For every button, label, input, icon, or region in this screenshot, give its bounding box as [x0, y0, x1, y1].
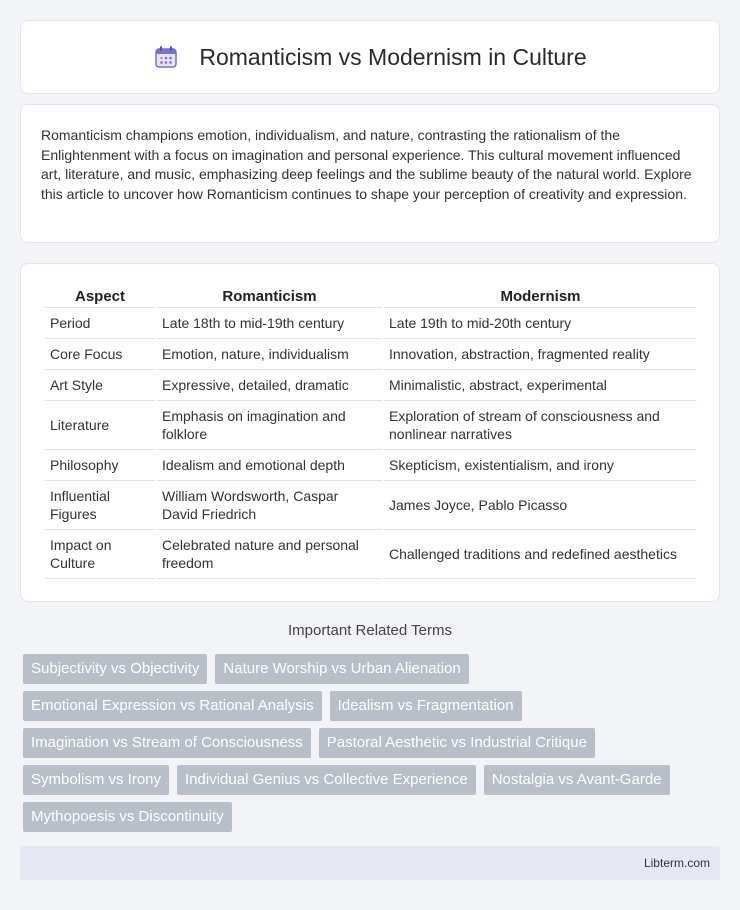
related-term-tag[interactable]: Idealism vs Fragmentation [330, 691, 522, 721]
related-term-tag[interactable]: Pastoral Aesthetic vs Industrial Critique [319, 728, 595, 758]
header-modernism: Modernism [384, 286, 697, 308]
related-term-tag[interactable]: Subjectivity vs Objectivity [23, 654, 207, 684]
related-term-tag[interactable]: Individual Genius vs Collective Experience [177, 765, 476, 795]
table-row [45, 308, 697, 339]
related-term-tag[interactable]: Imagination vs Stream of Consciousness [23, 728, 311, 758]
cell-aspect: Influential Figures [45, 481, 155, 530]
header-romanticism: Romanticism [157, 286, 382, 308]
related-term-tag[interactable]: Nature Worship vs Urban Alienation [215, 654, 468, 684]
cell-modernism: James Joyce, Pablo Picasso [384, 481, 697, 530]
header-aspect: Aspect [45, 286, 155, 308]
intro-card [20, 104, 720, 243]
table-row [45, 339, 697, 370]
cell-romanticism: Expressive, detailed, dramatic [157, 370, 382, 401]
cell-aspect: Core Focus [45, 339, 155, 370]
related-terms-list [23, 654, 723, 839]
footer [20, 846, 720, 880]
cell-romanticism: Emotion, nature, individualism [157, 339, 382, 370]
related-term-tag[interactable]: Symbolism vs Irony [23, 765, 169, 795]
cell-aspect: Art Style [45, 370, 155, 401]
related-term-tag[interactable]: Emotional Expression vs Rational Analysis [23, 691, 322, 721]
table-row [45, 370, 697, 401]
related-term-tag[interactable]: Nostalgia vs Avant-Garde [484, 765, 670, 795]
cell-modernism: Innovation, abstraction, fragmented reality [384, 339, 697, 370]
intro-text: Romanticism champions emotion, individualism, and nature, contrasting the rationalism of the Enlightenment with a focus on imagination and personal experience. This cultural movement influenced art, literature, and music, emphasizing deep feelings and the sublime beauty of the natural world. Explore this article to uncover how Romanticism continues to shape your perception of creativity and expression. [41, 127, 692, 202]
page-title: Romanticism vs Modernism in Culture [199, 43, 587, 70]
cell-aspect: Period [45, 308, 155, 339]
cell-aspect: Philosophy [45, 450, 155, 481]
cell-modernism: Late 19th to mid-20th century [384, 308, 697, 339]
table-row [45, 530, 697, 579]
comparison-card [20, 263, 720, 602]
table-row [45, 450, 697, 481]
comparison-table [43, 286, 699, 579]
cell-aspect: Literature [45, 401, 155, 450]
cell-aspect: Impact on Culture [45, 530, 155, 579]
cell-romanticism: Idealism and emotional depth [157, 450, 382, 481]
footer-brand-link[interactable]: Libterm.com [643, 856, 710, 870]
table-row [45, 481, 697, 530]
table-row [45, 401, 697, 450]
calendar-icon [153, 44, 179, 70]
cell-romanticism: Late 18th to mid-19th century [157, 308, 382, 339]
title-card [20, 20, 720, 94]
cell-romanticism: William Wordsworth, Caspar David Friedrich [157, 481, 382, 530]
related-term-tag[interactable]: Mythopoesis vs Discontinuity [23, 802, 232, 832]
cell-romanticism: Celebrated nature and personal freedom [157, 530, 382, 579]
cell-modernism: Minimalistic, abstract, experimental [384, 370, 697, 401]
cell-modernism: Challenged traditions and redefined aesthetics [384, 530, 697, 579]
related-terms-title: Important Related Terms [288, 622, 452, 639]
cell-romanticism: Emphasis on imagination and folklore [157, 401, 382, 450]
cell-modernism: Exploration of stream of consciousness and nonlinear narratives [384, 401, 697, 450]
cell-modernism: Skepticism, existentialism, and irony [384, 450, 697, 481]
